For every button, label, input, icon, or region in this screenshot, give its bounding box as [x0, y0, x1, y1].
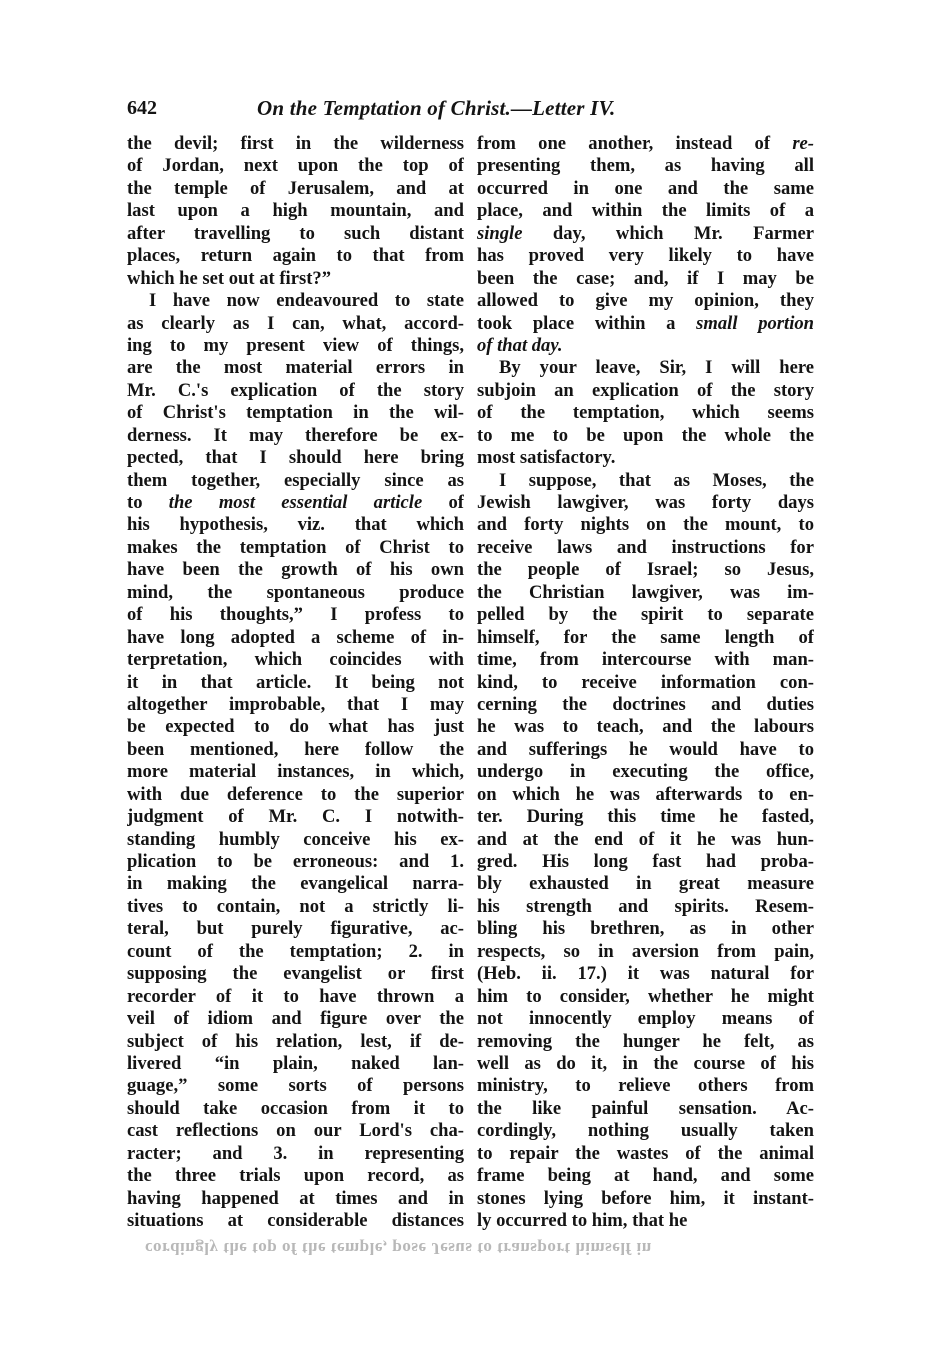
text-line: well as do it, in the course of his	[477, 1052, 814, 1074]
text-line: livered “in plain, naked lan-	[127, 1052, 464, 1074]
text-line: the three trials upon record, as	[127, 1165, 464, 1187]
text-line: have been the growth of his own	[127, 559, 464, 581]
text-line: of Christ's temptation in the wil-	[127, 402, 464, 424]
text-line: ministry, to relieve others from	[477, 1075, 814, 1097]
text-line: Mr. C.'s explication of the story	[127, 379, 464, 401]
text-line: cast reflections on our Lord's cha-	[127, 1120, 464, 1142]
text-line: I suppose, that as Moses, the	[499, 469, 814, 491]
bleed-through-text: cordingly the top of the temple, pose Jesus to transport himself in	[145, 1239, 652, 1258]
text-line: are the most material errors in	[127, 357, 464, 379]
text-line: been the case; and, if I may be	[477, 267, 814, 289]
text-line: I have now endeavoured to state	[149, 290, 464, 312]
text-line: pelled by the spirit to separate	[477, 604, 814, 626]
text-line: after travelling to such distant	[127, 222, 464, 244]
text-line: occurred in one and the same	[477, 177, 814, 199]
text-line	[477, 313, 814, 335]
text-line: as clearly as I can, what, accord-	[127, 312, 464, 334]
text-line: not innocently employ means of	[477, 1008, 814, 1030]
text-line: to repair the wastes of the animal	[477, 1142, 814, 1164]
text-line: has proved very likely to have	[477, 245, 814, 267]
text-line: of his thoughts,” I profess to	[127, 604, 464, 626]
text-line: and forty nights on the mount, to	[477, 514, 814, 536]
text-line: respects, so in aversion from pain,	[477, 940, 814, 962]
text-line: terpretation, which coincides with	[127, 649, 464, 671]
text-line: of Jordan, next upon the top of	[127, 155, 464, 177]
text-line: be expected to do what has just	[127, 716, 464, 738]
italic-emphasis: small portion	[696, 312, 814, 334]
text-line: him to consider, whether he might	[477, 985, 814, 1007]
text-line: his hypothesis, viz. that which	[127, 514, 464, 536]
text-line: been mentioned, here follow the	[127, 738, 464, 760]
text-line: ter. During this time he fasted,	[477, 806, 814, 828]
italic-emphasis: re-	[792, 133, 814, 154]
text-line: time, from intercourse with man-	[477, 649, 814, 671]
text-line: himself, for the same length of	[477, 626, 814, 648]
italic-emphasis: the most essential article	[168, 492, 423, 513]
text-line: standing humbly conceive his ex-	[127, 828, 464, 850]
text-line: judgment of Mr. C. I notwith-	[127, 806, 464, 828]
text-line: which he set out at first?”	[127, 267, 331, 289]
text-line: have long adopted a scheme of in-	[127, 626, 464, 648]
text-line: racter; and 3. in representing	[127, 1142, 464, 1164]
text-segment: from one another, instead of	[477, 133, 793, 154]
text-line: supposing the evangelist or first	[127, 963, 464, 985]
text-line: last upon a high mountain, and	[127, 200, 464, 222]
text-line: receive laws and instructions for	[477, 536, 814, 558]
text-line	[477, 133, 814, 155]
text-line: place, and within the limits of a	[477, 200, 814, 222]
text-line: with due deference to the superior	[127, 783, 464, 805]
italic-emphasis: of that day.	[477, 334, 563, 356]
text-line: to me to be upon the whole the	[477, 424, 814, 446]
text-line: altogether improbable, that I may	[127, 693, 464, 715]
text-line: cordingly, nothing usually taken	[477, 1120, 814, 1142]
text-line: By your leave, Sir, I will here	[499, 357, 814, 379]
running-head	[127, 95, 827, 121]
text-line: situations at considerable distances	[127, 1210, 464, 1231]
text-line: subjoin an explication of the story	[477, 379, 814, 401]
text-line: guage,” some sorts of persons	[127, 1075, 464, 1097]
text-line: makes the temptation of Christ to	[127, 536, 464, 558]
text-line: cerning the doctrines and duties	[477, 693, 814, 715]
text-line: them together, especially since as	[127, 469, 464, 491]
text-line: ly occurred to him, that he	[477, 1210, 688, 1231]
text-line: it in that article. It being not	[127, 671, 464, 693]
text-line	[477, 155, 814, 177]
text-line: should take occasion from it to	[127, 1097, 464, 1119]
text-segment: presenting them, as having all	[477, 155, 814, 177]
text-line: more material instances, in which,	[127, 761, 464, 783]
text-line: on which he was afterwards to en-	[477, 783, 814, 805]
text-line: removing the hunger he felt, as	[477, 1030, 814, 1052]
text-line: pected, that I should here bring	[127, 447, 464, 469]
running-head-title: On the Temptation of Christ.—Letter IV.	[257, 96, 616, 120]
text-line: derness. It may therefore be ex-	[127, 424, 464, 446]
text-line: of the temptation, which seems	[477, 402, 814, 424]
text-line: bly exhausted in great measure	[477, 873, 814, 895]
text-line: tives to contain, not a strictly li-	[127, 895, 464, 917]
page-number: 642	[127, 97, 157, 119]
text-line: the temple of Jerusalem, and at	[127, 177, 464, 199]
text-line: places, return again to that from	[127, 245, 464, 267]
text-line: recorder of it to have thrown a	[127, 985, 464, 1007]
text-segment: of	[422, 492, 464, 513]
text-line: kind, to receive information con-	[477, 671, 814, 693]
text-line: mind, the spontaneous produce	[127, 581, 464, 603]
text-segment: day, which Mr. Farmer	[522, 222, 814, 244]
text-line: gred. His long fast had proba-	[477, 851, 814, 872]
text-line: undergo in executing the office,	[477, 761, 814, 783]
italic-emphasis: single	[477, 222, 523, 244]
text-line: and at the end of it he was hun-	[477, 828, 814, 850]
text-line	[477, 223, 814, 245]
text-segment: to	[127, 492, 169, 513]
text-line: allowed to give my opinion, they	[477, 290, 814, 312]
text-line: he was to teach, and the labours	[477, 716, 814, 738]
text-line: subject of his relation, lest, if de-	[127, 1030, 464, 1052]
text-line: the devil; first in the wilderness	[127, 133, 464, 154]
text-line: frame being at hand, and some	[477, 1165, 814, 1187]
right-text-column	[477, 133, 814, 1232]
text-line	[477, 335, 814, 357]
text-line: the Christian lawgiver, was im-	[477, 581, 814, 603]
text-line: ing to my present view of things,	[127, 334, 464, 356]
text-line: and sufferings he would have to	[477, 738, 814, 760]
text-segment: took place within a	[477, 312, 697, 334]
text-line: in making the evangelical narra-	[127, 873, 464, 895]
text-line: (Heb. ii. 17.) it was natural for	[477, 963, 814, 985]
text-line: veil of idiom and figure over the	[127, 1008, 464, 1030]
text-line: stones lying before him, it instant-	[477, 1187, 814, 1209]
left-text-column	[127, 133, 464, 1232]
text-line: the people of Israel; so Jesus,	[477, 559, 814, 581]
text-line: teral, but purely figurative, ac-	[127, 918, 464, 940]
text-line: count of the temptation; 2. in	[127, 940, 464, 962]
text-line: plication to be erroneous: and 1.	[127, 851, 464, 872]
text-line: bling his brethren, as in other	[477, 918, 814, 940]
text-line: most satisfactory.	[477, 447, 616, 469]
text-line	[127, 492, 464, 514]
text-line: his strength and spirits. Resem-	[477, 895, 814, 917]
text-line: Jewish lawgiver, was forty days	[477, 492, 814, 513]
text-line: having happened at times and in	[127, 1187, 464, 1209]
text-line: the like painful sensation. Ac-	[477, 1097, 814, 1119]
